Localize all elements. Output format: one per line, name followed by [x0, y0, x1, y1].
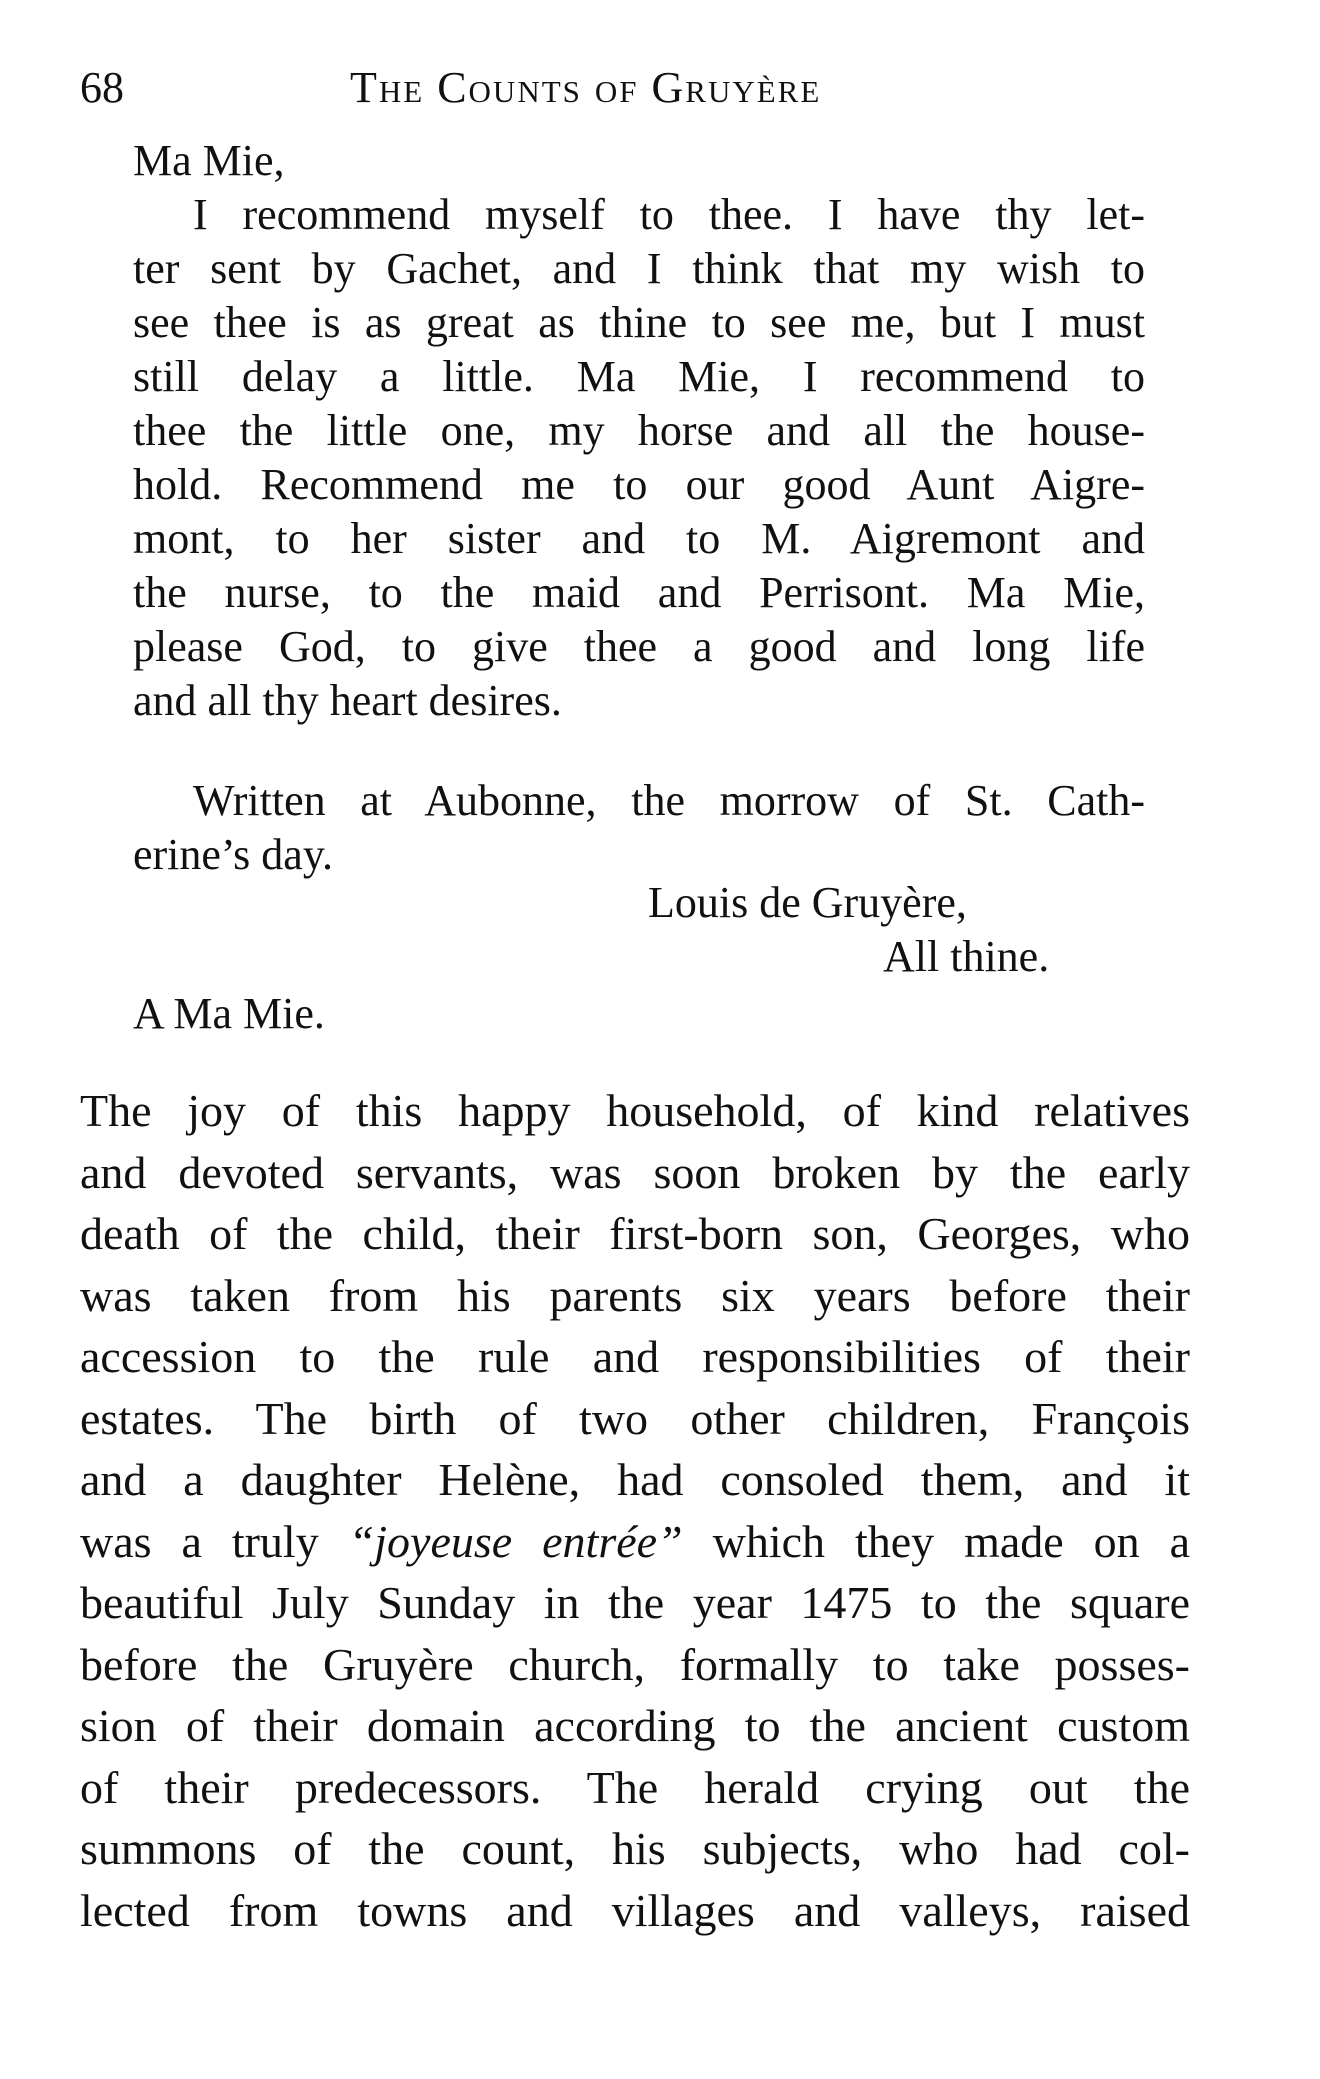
signature-closing: All thine.: [883, 932, 1050, 981]
body-line: before the Gruyère church, formally to take posses-: [80, 1638, 1190, 1690]
letter-line: mont, to her sister and to M. Aigremont and: [133, 514, 1145, 563]
body-line: estates. The birth of two other children, François: [80, 1392, 1190, 1444]
body-line: was taken from his parents six years before their: [80, 1269, 1190, 1321]
letter-line: see thee is as great as thine to see me, but I must: [133, 298, 1145, 347]
body-line-with-italic: [80, 1511, 1190, 1573]
body-paragraph: [80, 1080, 1190, 1941]
letter-line: I recommend myself to thee. I have thy let-: [193, 190, 1145, 239]
body-line: and a daughter Helène, had consoled them, and it: [80, 1454, 1190, 1505]
letter-line: please God, to give thee a good and long life: [133, 622, 1145, 671]
letter-salutation: [133, 134, 1145, 188]
letter-body: [133, 188, 1145, 728]
body-line: accession to the rule and responsibilities of their: [80, 1331, 1190, 1382]
signature-name: Louis de Gruyère,: [648, 878, 967, 927]
dateline-line: Written at Aubonne, the morrow of St. Cath-: [193, 776, 1145, 825]
dateline-line: erine’s day.: [133, 830, 333, 879]
page-header: [80, 62, 1220, 122]
body-line: death of the child, their first-born son, Georges, who: [80, 1208, 1190, 1259]
body-line: The joy of this happy household, of kind relatives: [80, 1085, 1190, 1136]
body-line: summons of the count, his subjects, who had col-: [80, 1823, 1190, 1874]
body-line: sion of their domain according to the ancient custom: [80, 1700, 1190, 1751]
body-line: beautiful July Sunday in the year 1475 to the square: [80, 1577, 1190, 1628]
letter-line: and all thy heart desires.: [133, 676, 562, 725]
body-line-end: which they made on a: [712, 1515, 1191, 1567]
body-line: and devoted servants, was soon broken by the early: [80, 1146, 1190, 1198]
letter-dateline: [133, 774, 1145, 882]
body-line: of their predecessors. The herald crying out the: [80, 1761, 1190, 1813]
letter-line: still delay a little. Ma Mie, I recommend to: [133, 352, 1145, 401]
running-head: The Counts of Gruyère: [350, 63, 822, 112]
letter-line: ter sent by Gachet, and I think that my wish to: [133, 244, 1145, 293]
body-line: lected from towns and villages and valleys, raised: [80, 1884, 1190, 1936]
body-line-start: was a truly: [80, 1515, 319, 1567]
letter-address: A Ma Mie.: [133, 989, 325, 1038]
italic-phrase: “joyeuse entrée”: [348, 1515, 683, 1567]
page-number: 68: [80, 63, 124, 112]
letter-line: hold. Recommend me to our good Aunt Aigre-: [133, 460, 1145, 509]
letter-line: thee the little one, my horse and all the house-: [133, 406, 1145, 455]
salutation-line: Ma Mie,: [133, 136, 285, 185]
letter-line: the nurse, to the maid and Perrisont. Ma Mie,: [133, 568, 1145, 617]
